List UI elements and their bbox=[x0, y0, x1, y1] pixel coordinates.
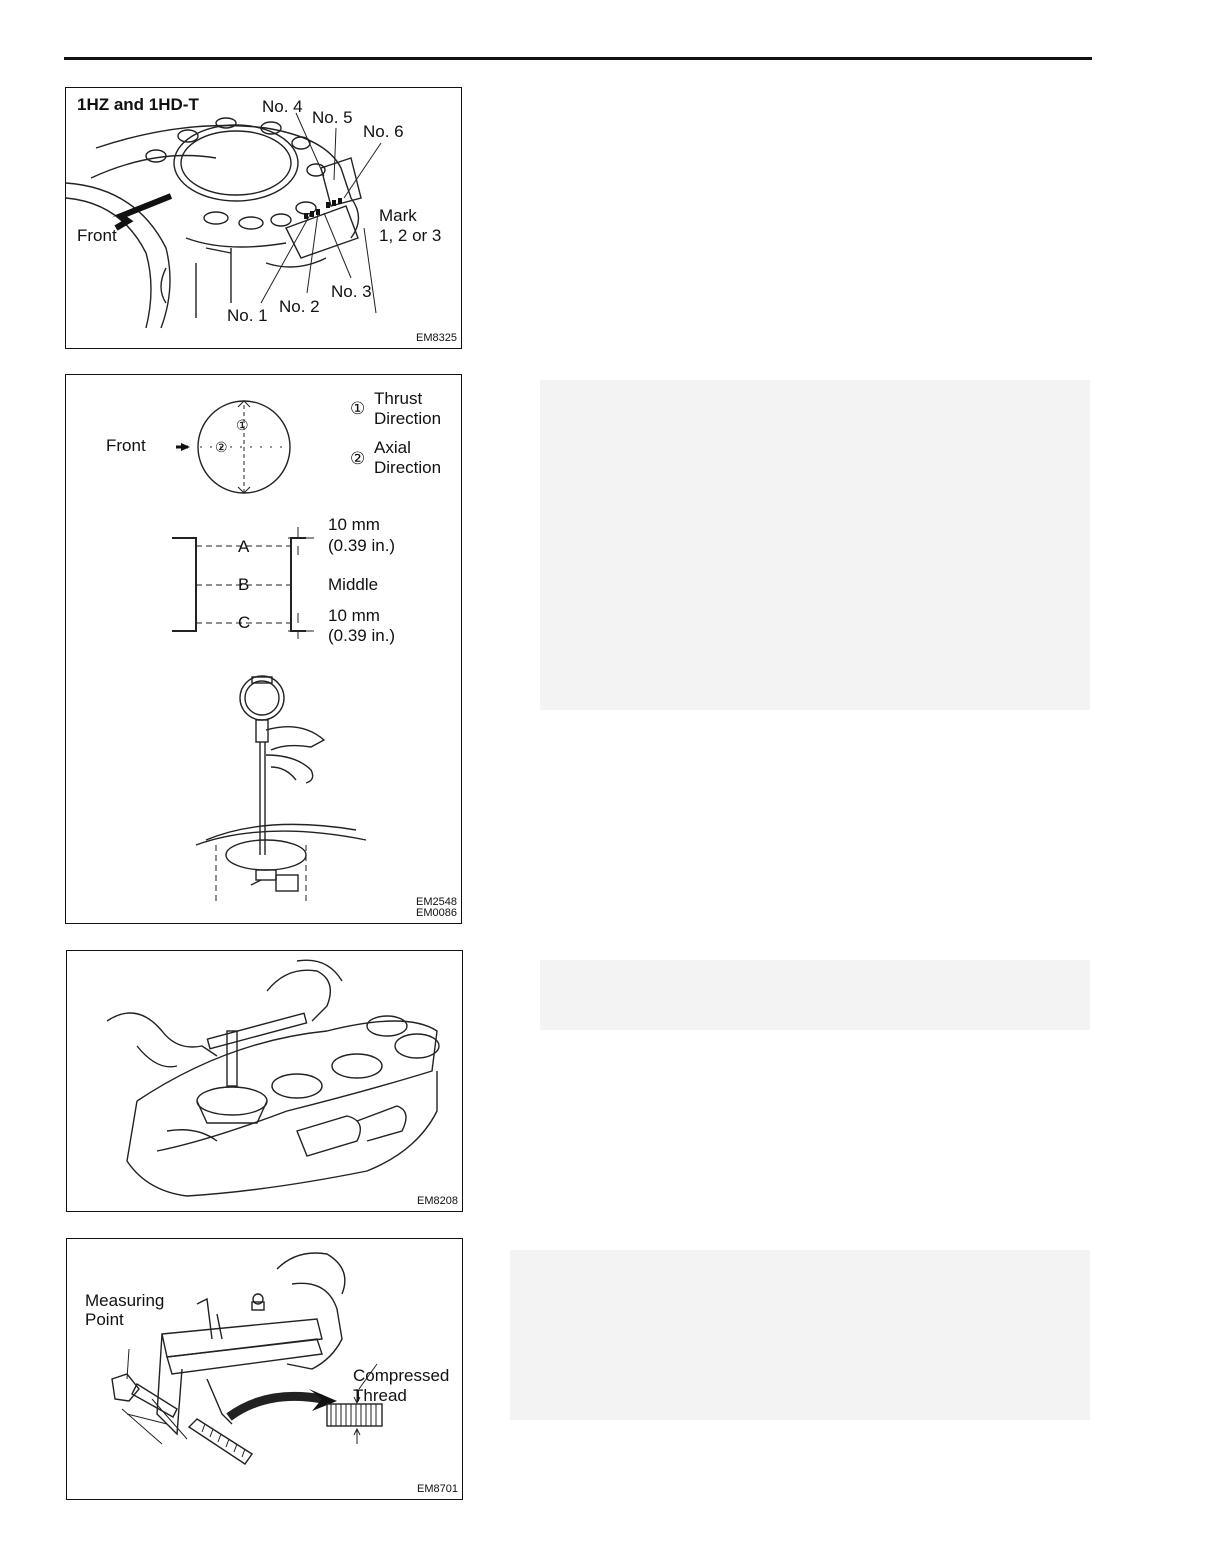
header-rule bbox=[64, 57, 1092, 60]
label-mark: Mark bbox=[379, 206, 417, 225]
legend-axial: Axial bbox=[374, 438, 411, 457]
label-front: Front bbox=[106, 436, 146, 455]
figure-code: EM8208 bbox=[417, 1195, 458, 1207]
figure-code-2: EM0086 bbox=[416, 907, 457, 919]
figure-code: EM2548 bbox=[416, 896, 457, 908]
label-position-a: A bbox=[238, 537, 250, 556]
label-bottom-distance-in: (0.39 in.) bbox=[328, 626, 396, 645]
figure-bolt-thread-measurement bbox=[66, 1238, 463, 1500]
label-mark-values: 1, 2 or 3 bbox=[379, 226, 442, 245]
legend-axial-number: ② bbox=[350, 449, 366, 468]
legend-thrust: Thrust bbox=[374, 389, 423, 408]
label-position-c: C bbox=[238, 613, 251, 632]
label-bottom-distance: 10 mm bbox=[328, 606, 380, 625]
label-no1: No. 1 bbox=[227, 306, 268, 325]
scan-shade bbox=[540, 960, 1090, 1030]
figure-ridge-reamer bbox=[66, 950, 463, 1212]
label-no3: No. 3 bbox=[331, 282, 372, 301]
legend-thrust-direction: Direction bbox=[374, 409, 442, 428]
label-top-distance: 10 mm bbox=[328, 515, 380, 534]
circle-marker-2: ② bbox=[215, 439, 228, 455]
label-measuring: Measuring bbox=[85, 1291, 165, 1310]
label-middle: Middle bbox=[328, 575, 379, 594]
circle-marker-1: ① bbox=[236, 417, 249, 433]
scan-shade bbox=[540, 380, 1090, 710]
label-compressed: Compressed bbox=[353, 1366, 450, 1385]
label-front: Front bbox=[77, 226, 117, 245]
figure-head-gasket-marks bbox=[65, 87, 462, 349]
figure-cylinder-bore-measurement bbox=[65, 374, 462, 924]
label-no5: No. 5 bbox=[312, 108, 353, 127]
figure-code: EM8701 bbox=[417, 1483, 458, 1495]
label-top-distance-in: (0.39 in.) bbox=[328, 536, 396, 555]
label-no2: No. 2 bbox=[279, 297, 320, 316]
label-position-b: B bbox=[238, 575, 250, 594]
label-thread: Thread bbox=[353, 1386, 407, 1405]
scan-shade bbox=[510, 1250, 1090, 1420]
figure-code: EM8325 bbox=[416, 332, 457, 344]
label-no4: No. 4 bbox=[262, 97, 303, 116]
legend-thrust-number: ① bbox=[350, 399, 366, 418]
legend-axial-direction: Direction bbox=[374, 458, 442, 477]
label-point: Point bbox=[85, 1310, 124, 1329]
figure-title: 1HZ and 1HD-T bbox=[77, 95, 199, 114]
label-no6: No. 6 bbox=[363, 122, 404, 141]
ridge-reamer-illustration bbox=[67, 951, 464, 1213]
